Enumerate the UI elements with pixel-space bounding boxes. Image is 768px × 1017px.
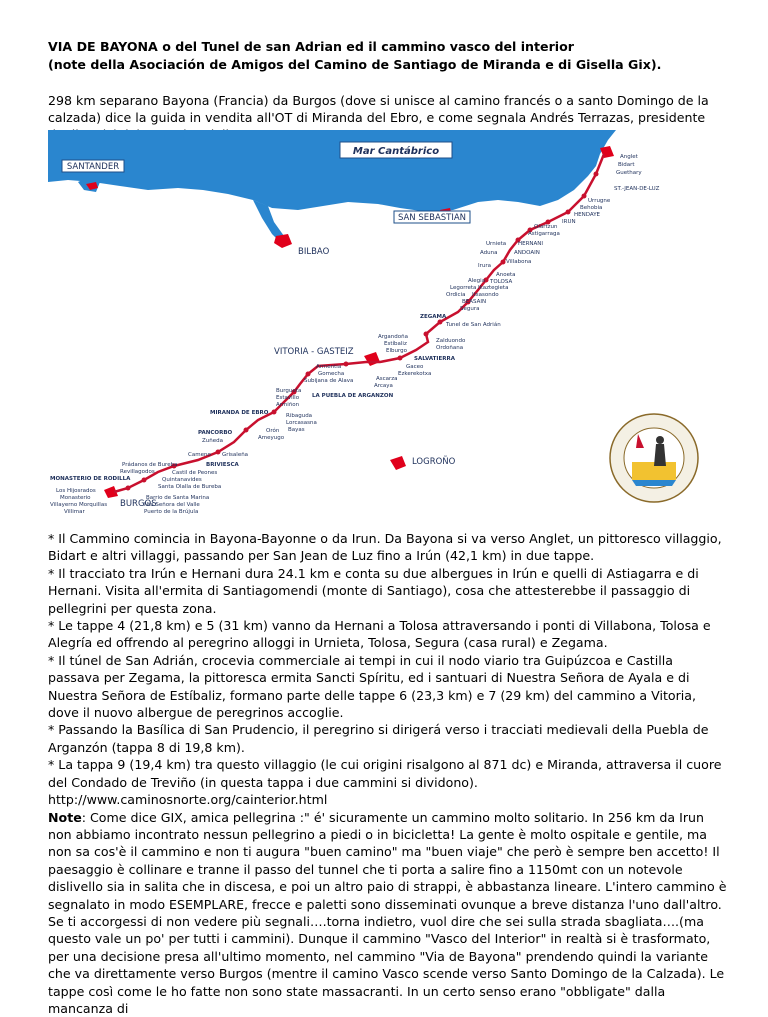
- stop-label: Ordoñana: [436, 345, 463, 351]
- note-label: Note: [48, 810, 82, 825]
- stop-label: Itsasondo: [472, 292, 499, 298]
- stop-label: MONASTERIO DE RODILLA: [50, 476, 131, 482]
- city-logrono: LOGROÑO: [412, 456, 456, 467]
- stop-label: Argandoña: [378, 334, 408, 340]
- stop-label: Aduna: [480, 250, 498, 256]
- stop-label: ST.-JEAN-DE-LUZ: [614, 186, 660, 192]
- stop-label: Urrugne: [588, 198, 611, 204]
- sea-label: Mar Cantábrico: [353, 145, 439, 157]
- stop-label: Gomecha: [318, 371, 344, 377]
- source-url: http://www.caminosnorte.org/cainterior.html: [48, 791, 728, 808]
- sea-area: [48, 130, 616, 212]
- stop-label: Prádanos de Bureba: [122, 461, 177, 468]
- route-line: [114, 154, 604, 492]
- stop-label: SALVATIERRA: [414, 356, 456, 362]
- stop-label: Bayas: [288, 427, 305, 433]
- paragraph-5: * Passando la Basílica di San Prudencio, il peregrino si dirigerá verso i tracciati medievali della Puebla de Arganzón (tappa 8 di 19,8 km).: [48, 721, 728, 756]
- stop-label: Los Hijosrados: [56, 488, 96, 494]
- document-header: [48, 38, 728, 143]
- stop-label: Ikaztegieta: [478, 285, 508, 291]
- paragraph-2: * Il tracciato tra Irún e Hernani dura 24.1 km e conta su due albergues in Irún e quelli di Astiagarra e di Hernani. Visita all'ermita di Santiagomendi (monte di Santiago), cosa che attesterebbe il passaggio di pellegrini per questa zona.: [48, 565, 728, 617]
- stop-label: Behobia: [580, 205, 602, 211]
- paragraph-6: * La tappa 9 (19,4 km) tra questo villaggio (le cui origini risalgono al 871 dc) e Miranda, attraversa il cuore del Condado de Treviño (in questa tappa i due cammini si dividono).: [48, 756, 728, 791]
- stop-label: Arcaya: [374, 383, 393, 389]
- stop-label: Ezkerekotxa: [398, 371, 431, 377]
- stop-label: Irura: [478, 263, 491, 269]
- stop-label: Burgueta: [276, 388, 301, 394]
- stop-label: Castil de Peones: [172, 470, 217, 476]
- paragraph-1: * Il Cammino comincia in Bayona-Bayonne o da Irun. Da Bayona si va verso Anglet, un pittoresco villaggio, Bidart e altri villaggi, passando per San Jean de Luz fino a Irún (42,1 km) in due tappe.: [48, 530, 728, 565]
- stop-label: Revillagodos: [120, 469, 155, 475]
- stop-label: BEASAIN: [462, 299, 486, 305]
- stop-label: Guethary: [616, 170, 642, 176]
- route-map-svg: [48, 130, 718, 520]
- stop-label: BRIVIESCA: [206, 462, 240, 468]
- stop-label: Tunel de San Adrián: [445, 321, 501, 328]
- stop-label: Ameyugo: [258, 435, 285, 441]
- stop-label: Villayerno Morquillas: [50, 502, 107, 508]
- stop-label: Urnieta: [486, 241, 506, 247]
- note-text: : Come dice GIX, amica pellegrina :" é' sicuramente un cammino molto solitario. In 256 km da Irun non abbiamo incontrato nessun pellegrino a piedi o in bicicletta! La gente è molto ospitale e gentile, ma non sa cos'è il cammino e non ti augura "buen camino" ma "buen viaje" che però è sempre ben accetto! Il paesaggio è collinare e tranne il passo del tunnel che ti porta a salire fino a 1150mt con un notevole dislivello sia in salita che in discesa, e poi un altro paio di strappi, è abbastanza lineare. L'intero cammino è segnalato in modo ESEMPLARE, frecce e paletti sono disseminati ovunque a breve distanza l'uno dall'altro. Se ti accorgessi di non vedere più segnali….torna indietro, vuol dire che sei sulla strada sbagliata….(ma questo vale un po' per tutti i cammini). Dunque il cammino "Vasco del Interior" in realtà si è trasformato, per una decisione presa all'ultimo momento, nel cammino "Via de Bayona" prendendo quindi la variante che va direttamente verso Burgos (mentre il camino Vasco scende verso Santo Domingo de la Calzada). Le tappe così come le ho fatte non sono state massacranti. In un certo senso erano "obbligate" dalla mancanza di: [48, 810, 726, 1016]
- stop-label: Orón: [266, 427, 280, 434]
- stop-label: Nta Señora del Valle: [144, 502, 200, 508]
- stop-label: Bidart: [618, 162, 635, 168]
- stop-label: LA PUEBLA DE ARGANZON: [312, 393, 394, 399]
- stop-label: Ribaguda: [286, 413, 312, 419]
- association-logo: [610, 414, 698, 502]
- stop-label: Ascarza: [376, 376, 398, 382]
- route-stops: [126, 172, 599, 491]
- stop-label: Estavillo: [276, 395, 300, 401]
- stop-label: Quintanavides: [162, 477, 202, 483]
- stop-label: PANCORBO: [198, 430, 233, 436]
- city-san-sebastian: SAN SEBASTIAN: [398, 213, 466, 223]
- city-burgos: BURGOS: [120, 499, 157, 509]
- stop-label: TOLOSA: [489, 279, 512, 285]
- stop-label: Armentia: [316, 364, 341, 370]
- stop-label: Barrio de Santa Marina: [146, 495, 209, 501]
- stop-label: MIRANDA DE EBRO: [210, 410, 269, 416]
- city-santander: SANTANDER: [67, 162, 119, 172]
- city-vitoria: VITORIA - GASTEIZ: [274, 347, 354, 357]
- stop-label: Legorreta: [450, 285, 476, 291]
- stop-label: ANDOAIN: [514, 250, 540, 256]
- stop-label: Anoeta: [496, 272, 516, 278]
- stop-label: Ordicia: [446, 292, 465, 298]
- bilbao-blob: [274, 234, 292, 248]
- note-paragraph: [48, 809, 728, 1017]
- stop-label: Zuñeda: [202, 438, 223, 444]
- route-map: [48, 130, 718, 520]
- paragraph-3: * Le tappe 4 (21,8 km) e 5 (31 km) vanno da Hernani a Tolosa attraversando i ponti di Villabona, Tolosa e Alegría ed offrendo al peregrino alloggi in Urnieta, Tolosa, Segura (casa rural) e Zegama.: [48, 617, 728, 652]
- stop-label: ZEGAMA: [420, 314, 447, 320]
- stop-label: Estíbaliz: [384, 340, 407, 347]
- paragraph-4: * Il túnel de San Adrián, crocevia commerciale ai tempi in cui il nodo viario tra Guipúzcoa e Castilla passava per Zegama, la pittoresca ermita Sancti Spíritu, ed i santuari di Nuestra Señora de Ayala e di Nuestra Señora de Estíbaliz, formano parte delle tappe 6 (23,3 km) e 7 (29 km) del cammino a Vitoria, dove il nuovo albergue de peregrinos accoglie.: [48, 652, 728, 722]
- stop-label: Cameno: [188, 452, 211, 458]
- title-line-1: VIA DE BAYONA o del Tunel de san Adrian ed il cammino vasco del interior: [48, 39, 574, 54]
- document-title: [48, 38, 728, 74]
- city-bayonne: BAYONNE: [616, 137, 657, 147]
- city-bilbao: BILBAO: [298, 247, 330, 257]
- stop-label: Astigarraga: [528, 231, 560, 237]
- stop-label: Monasterio: [60, 495, 91, 501]
- stop-label: Santa Olalla de Bureba: [158, 484, 221, 490]
- stop-label: Villabona: [506, 259, 531, 265]
- intro-paragraph: 298 km separano Bayona (Francia) da Burgos (dove si unisce al camino francés o a santo Domingo de la calzada) dice la guida in vendita all'OT di Miranda del Ebro, e come segnala Andrés Terrazas, presidente: [48, 92, 728, 143]
- stop-label: Anglet: [620, 154, 639, 160]
- stop-label: Gaceo: [406, 364, 424, 370]
- stop-label: Puerto de la Brújula: [144, 508, 198, 515]
- stop-label: Alegia: [468, 278, 485, 284]
- stop-label: Segura: [460, 306, 479, 312]
- logrono-blob: [390, 456, 406, 470]
- stop-label: Oiartzun: [534, 224, 558, 230]
- stop-label: Elburgo: [386, 348, 408, 354]
- stop-label: Armiñon: [276, 402, 300, 408]
- stop-label: Villimar: [64, 509, 85, 515]
- stop-label: Lorcasasna: [286, 420, 317, 426]
- title-line-2: (note della Asociación de Amigos del Camino de Santiago de Miranda e di Gisella Gix).: [48, 57, 661, 72]
- vitoria-blob: [364, 352, 380, 366]
- document-body: [48, 530, 728, 1017]
- stop-label: IRUN: [562, 219, 576, 225]
- stop-label: HENDAYE: [574, 212, 601, 218]
- stop-label: Subijana de Alava: [304, 378, 353, 384]
- stop-label: Grisaleña: [222, 452, 248, 458]
- stop-label: Zalduondo: [436, 338, 466, 344]
- stop-label: HERNANI: [518, 241, 543, 247]
